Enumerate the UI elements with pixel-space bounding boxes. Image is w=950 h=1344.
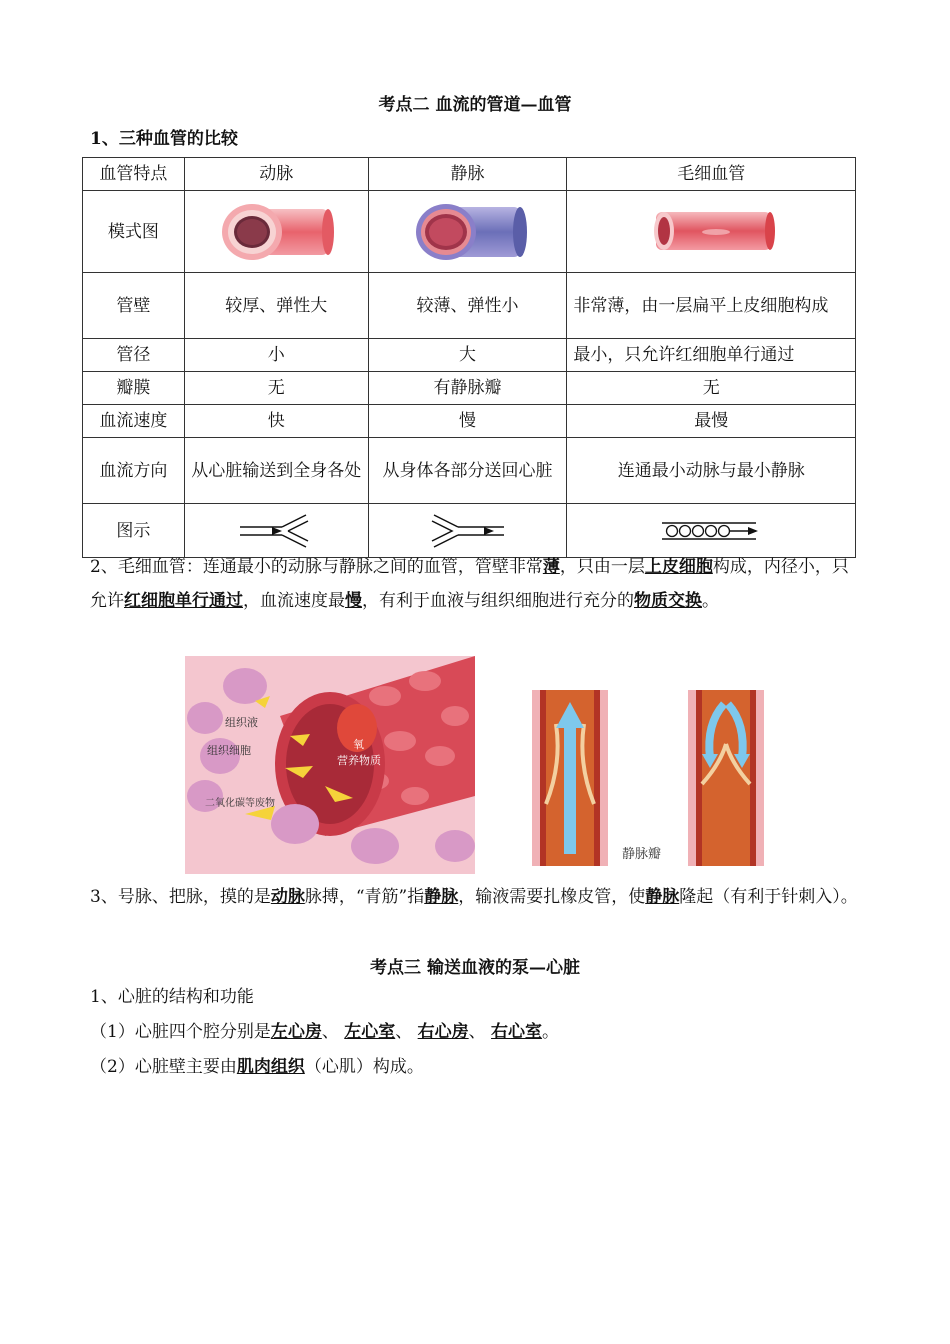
table-cell: 慢 bbox=[368, 405, 567, 438]
row-label: 血流速度 bbox=[83, 405, 185, 438]
capillary-paragraph bbox=[90, 550, 860, 618]
key-term: 右心房 bbox=[417, 1022, 469, 1042]
vessel-comparison-table bbox=[82, 157, 856, 558]
key-term: 左心房 bbox=[270, 1022, 322, 1042]
table-row bbox=[83, 339, 856, 372]
capillary-model-image bbox=[646, 202, 776, 262]
vein-open-valve bbox=[532, 690, 608, 866]
row-label: 管径 bbox=[83, 339, 185, 372]
text-run: 2、毛细血管：连通最小的动脉与静脉之间的血管，管壁非常 bbox=[90, 557, 543, 577]
table-row bbox=[83, 438, 856, 504]
heart-structure-heading: 1、心脏的结构和功能 bbox=[90, 987, 254, 1007]
capillary-diagram-cell bbox=[567, 191, 856, 273]
key-term: 物质交换 bbox=[634, 591, 702, 611]
section2-subtitle: 1、三种血管的比较 bbox=[90, 129, 238, 149]
table-cell: 快 bbox=[184, 405, 368, 438]
table-cell: 非常薄，由一层扁平上皮细胞构成 bbox=[567, 273, 856, 339]
section3-title: 考点三 输送血液的泵—心脏 bbox=[370, 958, 580, 978]
text-run: ，只由一层 bbox=[559, 557, 645, 577]
vein-diagram-cell bbox=[368, 191, 567, 273]
text-run: 。 bbox=[702, 591, 719, 611]
table-cell: 大 bbox=[368, 339, 567, 372]
label-tissue-fluid: 组织液 bbox=[225, 716, 258, 729]
text-run: 。 bbox=[542, 1022, 560, 1042]
table-cell: 连通最小动脉与最小静脉 bbox=[567, 438, 856, 504]
key-term: 静脉 bbox=[424, 887, 459, 907]
table-row bbox=[83, 405, 856, 438]
table-header-row bbox=[83, 158, 856, 191]
key-term: 薄 bbox=[542, 557, 560, 577]
table-cell: 最慢 bbox=[567, 405, 856, 438]
key-term: 慢 bbox=[345, 591, 362, 611]
artery-diagram-cell bbox=[184, 191, 368, 273]
text-run: （2）心脏壁主要由 bbox=[90, 1057, 237, 1077]
key-term: 肌肉组织 bbox=[236, 1057, 305, 1077]
text-run: （心肌）构成。 bbox=[304, 1057, 424, 1077]
vein-merging-arrow-icon bbox=[428, 513, 508, 549]
table-cell: 最小，只允许红细胞单行通过 bbox=[567, 339, 856, 372]
header-cell: 血管特点 bbox=[83, 158, 185, 191]
text-run: 脉搏，“青筋”指 bbox=[304, 887, 425, 907]
label-tissue-cell: 组织细胞 bbox=[207, 744, 251, 757]
text-run: （1）心脏四个腔分别是 bbox=[90, 1022, 271, 1042]
label-co2-waste: 二氧化碳等废物 bbox=[205, 798, 275, 809]
label-oxygen: 氧 bbox=[353, 738, 364, 751]
section2-title: 考点二 血流的管道—血管 bbox=[378, 95, 572, 115]
header-cell: 静脉 bbox=[368, 158, 567, 191]
key-term: 上皮细胞 bbox=[644, 557, 713, 577]
table-cell: 有静脉瓣 bbox=[368, 372, 567, 405]
row-label: 瓣膜 bbox=[83, 372, 185, 405]
table-cell: 无 bbox=[184, 372, 368, 405]
vein-closed-valve bbox=[688, 690, 764, 866]
artery-model-image bbox=[216, 197, 336, 267]
text-run: 、 bbox=[468, 1022, 492, 1042]
row-label: 模式图 bbox=[83, 191, 185, 273]
row-label: 管壁 bbox=[83, 273, 185, 339]
text-run: 、 bbox=[395, 1022, 418, 1042]
key-term: 静脉 bbox=[645, 887, 680, 907]
label-venous-valve: 静脉瓣 bbox=[622, 847, 662, 862]
header-cell: 毛细血管 bbox=[567, 158, 856, 191]
heart-wall-line bbox=[90, 1050, 424, 1084]
row-label: 血流方向 bbox=[83, 438, 185, 504]
table-cell: 较薄、弹性小 bbox=[368, 273, 567, 339]
header-cell: 动脉 bbox=[184, 158, 368, 191]
text-run: 、 bbox=[321, 1022, 345, 1042]
table-row bbox=[83, 191, 856, 273]
vein-model-image bbox=[408, 197, 528, 267]
text-run: ，输液需要扎橡皮管，使 bbox=[458, 887, 646, 907]
table-cell: 小 bbox=[184, 339, 368, 372]
table-cell: 无 bbox=[567, 372, 856, 405]
row-label: 图示 bbox=[83, 504, 185, 558]
capillary-single-file-arrow-icon bbox=[656, 513, 766, 549]
key-term: 左心室 bbox=[344, 1022, 396, 1042]
table-cell: 从心脏输送到全身各处 bbox=[184, 438, 368, 504]
key-term: 红细胞单行通过 bbox=[124, 591, 243, 611]
text-run: 3、号脉、把脉，摸的是 bbox=[90, 887, 271, 907]
text-run: ，有利于血液与组织细胞进行充分的 bbox=[362, 591, 634, 611]
artery-branching-arrow-icon bbox=[236, 513, 316, 549]
key-term: 动脉 bbox=[270, 887, 305, 907]
label-nutrients: 营养物质 bbox=[337, 754, 381, 767]
venous-valve-illustration bbox=[520, 684, 780, 874]
heart-chambers-line bbox=[90, 1015, 559, 1049]
text-run: 构成，内径小，只允许 bbox=[90, 557, 849, 611]
text-run: 隆起（有利于针刺入）。 bbox=[679, 887, 858, 907]
table-row bbox=[83, 273, 856, 339]
table-cell: 从身体各部分送回心脏 bbox=[368, 438, 567, 504]
table-row bbox=[83, 372, 856, 405]
text-run: ，血流速度最 bbox=[243, 591, 345, 611]
capillary-exchange-illustration bbox=[185, 656, 475, 874]
key-term: 右心室 bbox=[491, 1022, 543, 1042]
pulse-paragraph bbox=[90, 880, 860, 914]
table-cell: 较厚、弹性大 bbox=[184, 273, 368, 339]
